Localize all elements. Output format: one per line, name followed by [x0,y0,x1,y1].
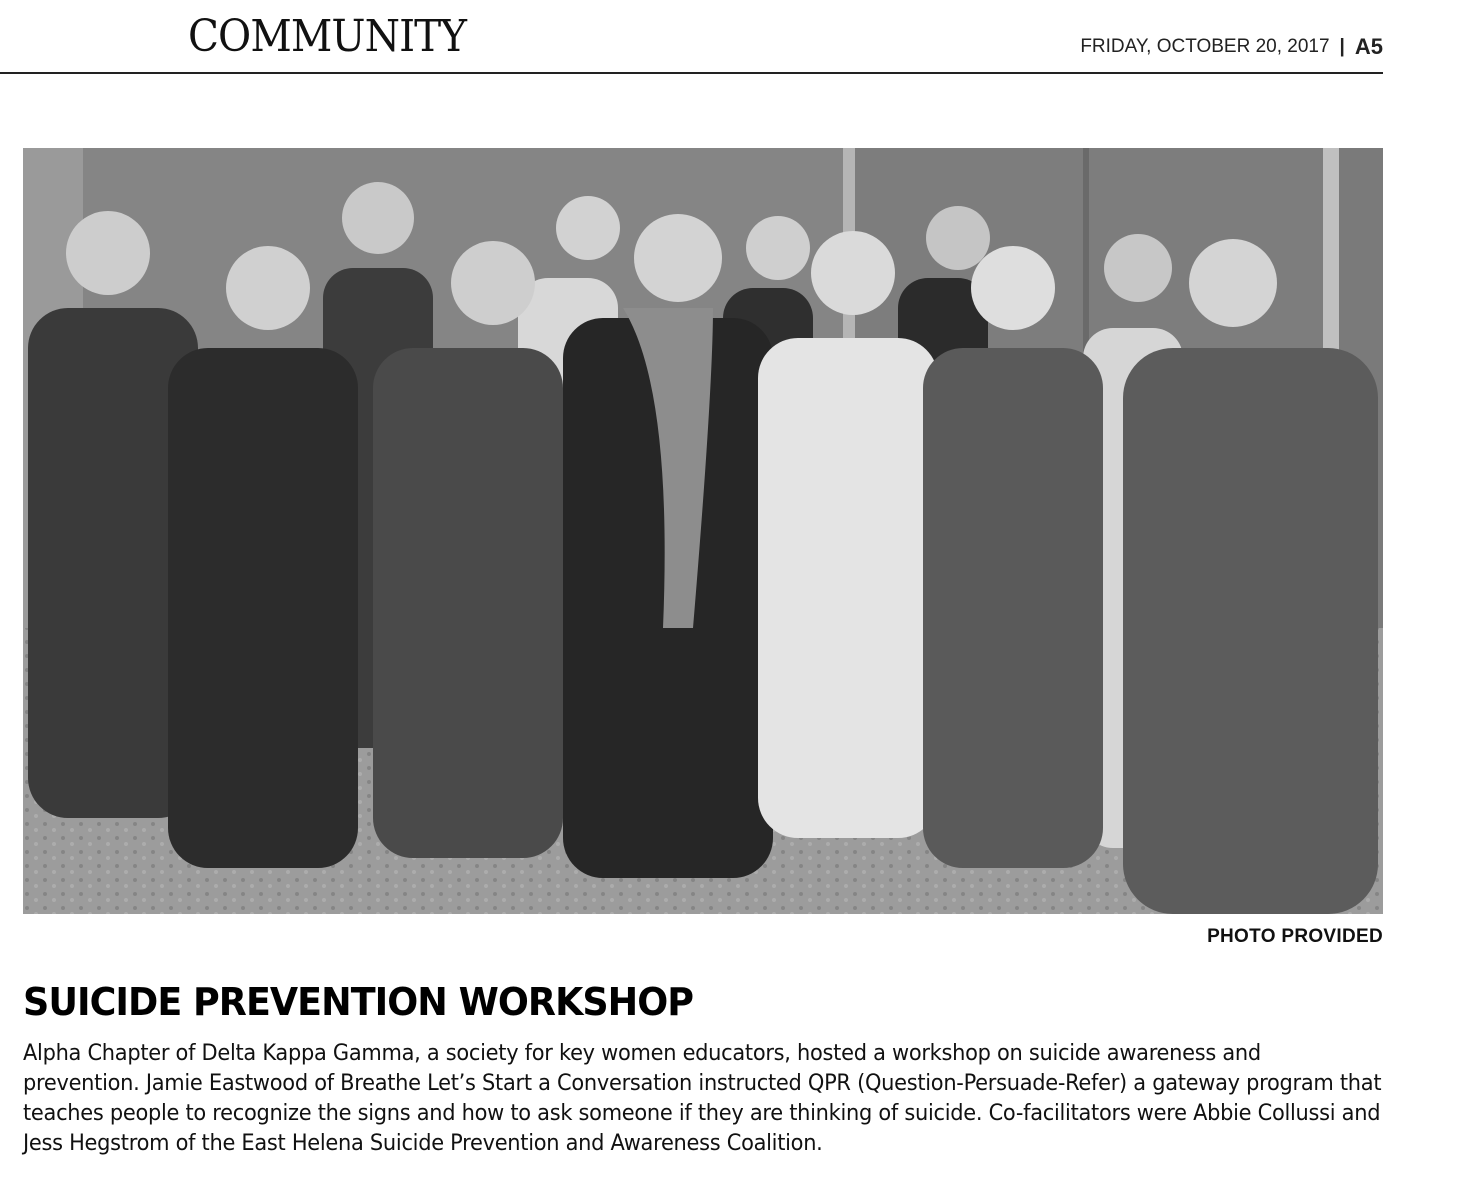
article-body: Alpha Chapter of Delta Kappa Gamma, a society for key women educators, hosted a workshop on suicide awareness and prevention. Jamie Eastwood of Breathe Let’s Start a Conversation instructed QPR (Question-Persuade-Refer) a gateway program that teaches people to recognize the signs and how to ask someone if they are thinking of suicide. Co-facilitators were Abbie Collussi and Jess Hegstrom of the East Helena Suicide Prevention and Awareness Coalition. [23,1040,1382,1156]
page-number: A5 [1354,34,1383,59]
photo-credit: PHOTO PROVIDED [1207,926,1383,947]
publication-date: FRIDAY, OCTOBER 20, 2017 [1080,36,1330,57]
group-photo [23,148,1383,914]
article-headline: SUICIDE PREVENTION WORKSHOP [23,980,694,1024]
dateline-separator: | [1339,36,1345,57]
dateline [1080,34,1383,60]
section-title: COMMUNITY [188,11,467,62]
group-photo-illustration [23,148,1383,914]
masthead [0,0,1383,74]
